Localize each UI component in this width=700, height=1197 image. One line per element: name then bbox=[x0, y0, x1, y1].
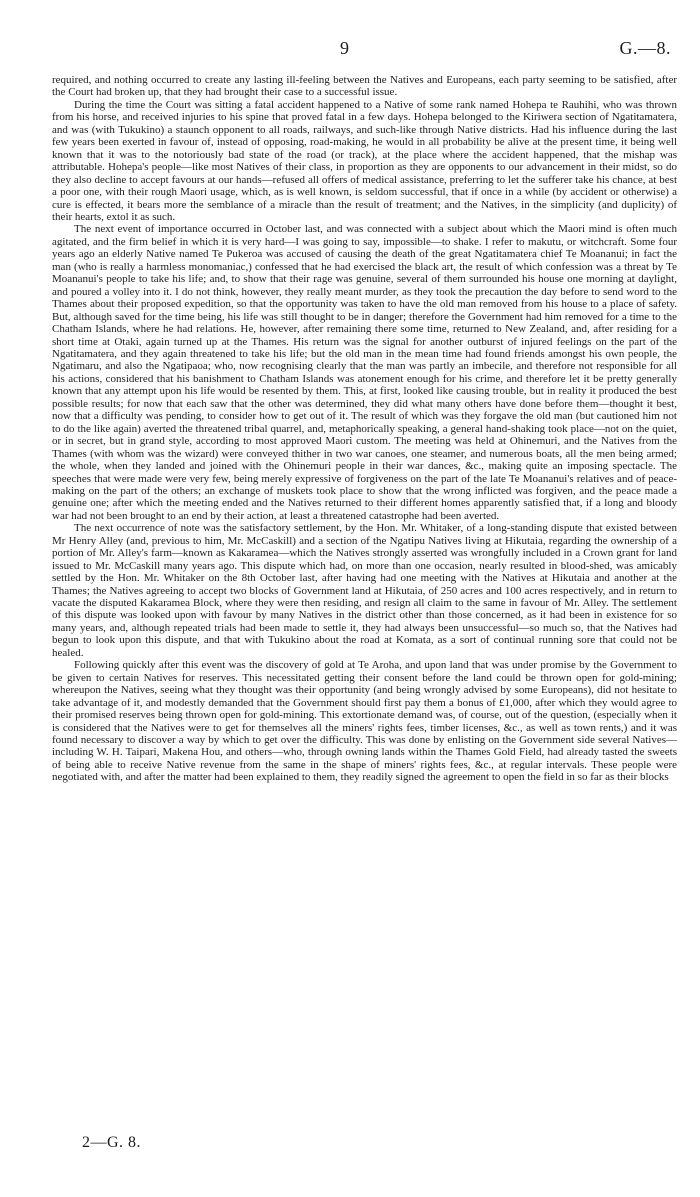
page-header bbox=[0, 38, 700, 62]
paragraph: The next occurrence of note was the satisfactory settlement, by the Hon. Mr. Whitaker, of a long-standing dispute that existed between Mr Henry Alley (and, previous to him, Mr. McCaskill) and a section of the Ngatipu Natives living at Hikutaia, regarding the ownership of a portion of Mr. Alley's farm—known as Kakaramea—which the Natives strongly asserted was wrongfully included in a Crown grant for land issued to Mr. McCaskill many years ago. This dispute which had, on more than one occasion, nearly resulted in blood-shed, was amicably settled by the Hon. Mr. Whitaker on the 8th October last, after having had one meeting with the Natives at Hikutaia and another at the Thames; the Natives agreeing to accept two blocks of Government land at Hikutaia, of 250 acres and 100 acres respectively, and in return to vacate the disputed Kakaramea Block, where they were then residing, and resign all claim to the same in favour of Mr. Alley. The settlement of this dispute was looked upon with favour by many Natives in the district other than those concerned, as it had been in existence for so many years, and, although repeated trials had been made to settle it, they had always been unsuccessful—so much so, that the Natives had begun to look upon this dispute, and that with Tukukino about the road at Komata, as a sort of continual running sore that could not be healed. bbox=[52, 522, 677, 659]
printer-signature-mark: 2—G. 8. bbox=[82, 1134, 142, 1151]
paragraph: required, and nothing occurred to create any lasting ill-feeling between the Natives and Europeans, each party seeming to be satisfied, after the Court had broken up, that they had brought their case to a successful issue. bbox=[52, 74, 677, 99]
body-text bbox=[52, 74, 677, 784]
page-number: 9 bbox=[340, 38, 349, 58]
paragraph: The next event of importance occurred in October last, and was connected with a subject about which the Maori mind is often much agitated, and the firm belief in which it is very hard—I was going to say, impossible—to shake. I refer to makutu, or witchcraft. Some four years ago an elderly Native named Te Pukeroa was accused of causing the death of the great Ngatitamatera chief Te Moananui; in fact the man (who is really a harmless monomaniac,) confessed that he had exercised the black art, the result of which confession was a threat by Te Moananui's people to take his life; and, to show that their rage was genuine, several of them surrounded his house one morning at daylight, and poured a volley into it. I do not think, however, they really meant murder, as they took the precaution the day before to send word to the Thames about their proposed expedition, so that the opportunity was taken to have the old man removed from his house to a place of safety. But, although saved for the time being, his life was still thought to be in danger; therefore the Government had him removed for a time to the Chatham Islands, where he had relations. He, however, after remaining there some time, returned to New Zealand, and, after residing for a short time at Otaki, again turned up at the Thames. His return was the signal for another outburst of injured feelings on the part of the Ngatitamatera, and they again threatened to take his life; but the old man in the mean time had found friends amongst his own people, the Ngatimaru, and also the Ngatipaoa; who, now recognising clearly that the man was partly an imbecile, and therefore not responsible for all his actions, considered that his banishment to Chatham Islands was atonement enough for his crime, and therefore let it be pretty generally known that any attempt upon his life would be resented by them. This, at first, looked like causing trouble, but in reality it produced the best possible results; for now that each saw that the other was determined, they did what many others have done before them—thought it best, now that a difficulty was pending, to consider how to get out of it. The result of which was they forgave the old man (but cautioned him not to do the like again) averted the threatened tribal quarrel, and, metaphorically speaking, a general hand-shaking took place—not on the quiet, or in secret, but in grand style, according to most approved Maori custom. The meeting was held at Ohinemuri, and the Natives from the Thames (with whom was the wizard) were conveyed thither in two war canoes, one steamer, and numerous boats, all the men being armed; the whole, when they landed and joined with the Ohinemuri people in their war dances, &c., making quite an imposing spectacle. The speeches that were made were very few, being merely expressive of forgiveness on the part of the late Te Moananui's relatives and of peace-making on the part of the others; an exchange of muskets took place to show that the wrong inflicted was forgiven, and the peace made a genuine one; after which the meeting ended and the Natives returned to their different homes apparently satisfied that, if a long and bloody war had not been brought to an end by their action, at least a threatened catastrophe had been averted. bbox=[52, 223, 677, 522]
paragraph: Following quickly after this event was the discovery of gold at Te Aroha, and upon land that was under promise by the Government to be given to certain Natives for reserves. This necessitated getting their consent before the land could be thrown open for gold-mining; whereupon the Natives, seeing what they thought was their opportunity (and being wrongly advised by some Europeans), did not hesitate to take advantage of it, and modestly demanded that the Government should first pay them a bonus of £1,000, after which they would agree to their promised reserves being thrown open for gold-mining. This extortionate demand was, of course, out of the question, (especially when it is considered that the Natives were to get for themselves all the miners' rights fees, timber licenses, &c., as well as town rents,) and it was found necessary to discover a way by which to get over the difficulty. This was done by enlisting on the Government side several Natives—including W. H. Taipari, Makena Hou, and others—who, through owning lands within the Thames Gold Field, had already tasted the sweets of being able to receive Native revenue from the same in the shape of miners' rights fees, &c., at regular intervals. These people were negotiated with, and after the matter had been explained to them, they readily signed the agreement to open the field in so far as their blocks bbox=[52, 659, 677, 784]
paragraph: During the time the Court was sitting a fatal accident happened to a Native of some rank named Hohepa te Rauhihi, who was thrown from his horse, and received injuries to his spine that proved fatal in a few days. Hohepa belonged to the Kiriwera section of Ngatitamatera, and was (with Tukukino) a staunch opponent to all roads, railways, and such-like through Native districts. Had his influence during the last few years been exerted in favour of, instead of opposing, road-making, he would in all probability be alive at the present time, it being well known that it was to the notoriously bad state of the road (or track), at the place where the accident happened, that the mishap was attributable. Hohepa's people—like most Natives of their class, in proportion as they are opponents to our advancement in their midst, so do they also decline to accept favours at our hands—refused all offers of medical assistance, preferring to let the sufferer take his chance, at best a poor one, with their rough Maori usage, which, as is well known, is seldom successful, that if once in a while (by accident or otherwise) a cure is effected, it bears more the semblance of a miracle than the result of treatment; and the Natives, in the simplicity (and duplicity) of their hearts, extol it as such. bbox=[52, 98, 677, 223]
document-reference: G.—8. bbox=[619, 38, 671, 58]
